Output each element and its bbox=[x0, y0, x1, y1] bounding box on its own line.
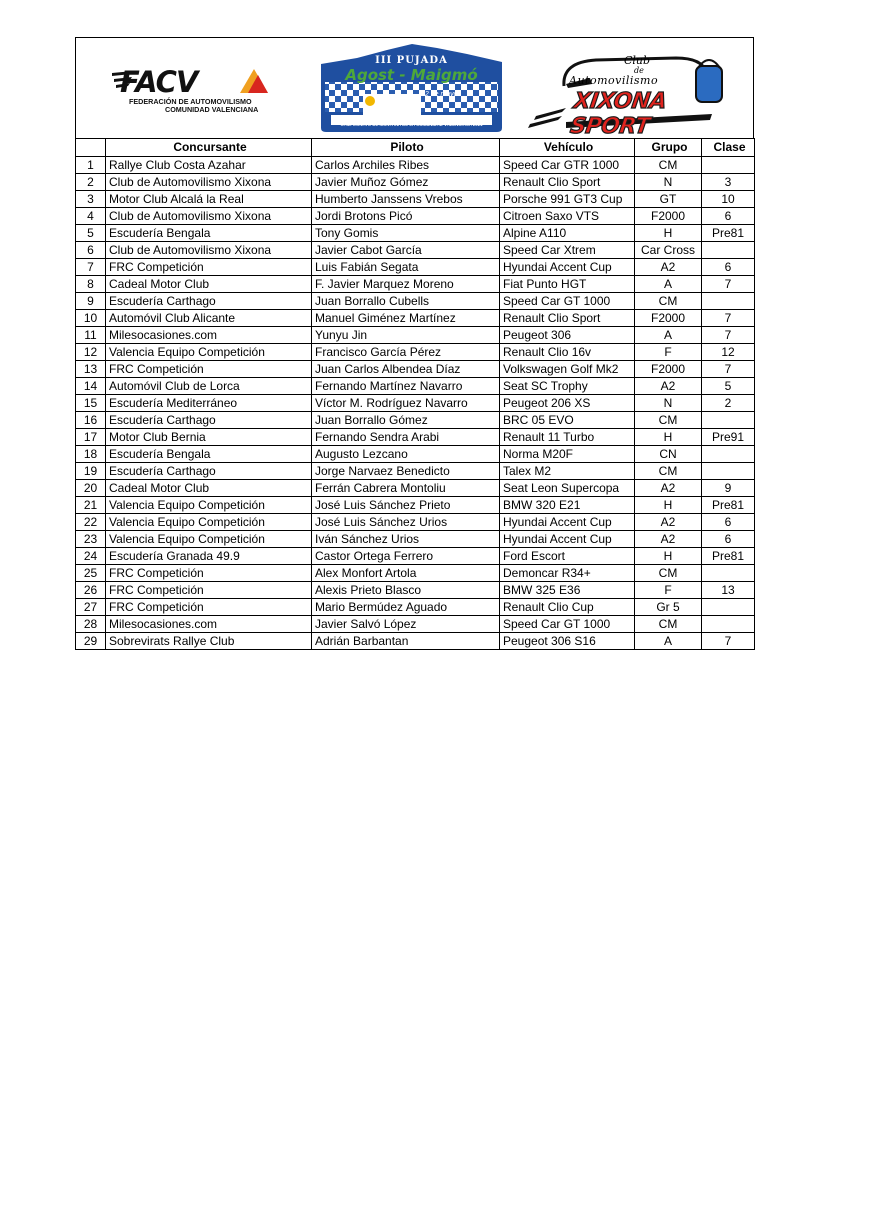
cell-vehiculo: Speed Car GT 1000 bbox=[500, 293, 635, 310]
cell-concursante: Escudería Carthago bbox=[106, 463, 312, 480]
table-row bbox=[76, 344, 755, 361]
event-name: Agost - Maigmó bbox=[345, 66, 478, 84]
cell-clase: 7 bbox=[702, 276, 755, 293]
cell-number: 29 bbox=[76, 633, 106, 650]
cell-concursante: Cadeal Motor Club bbox=[106, 276, 312, 293]
cell-number: 6 bbox=[76, 242, 106, 259]
table-row bbox=[76, 174, 755, 191]
cell-concursante: Valencia Equipo Competición bbox=[106, 344, 312, 361]
facv-subtitle-2: COMUNIDAD VALENCIANA bbox=[165, 105, 259, 114]
table-row bbox=[76, 480, 755, 497]
cell-grupo: H bbox=[635, 429, 702, 446]
table-row bbox=[76, 412, 755, 429]
cell-vehiculo: Peugeot 206 XS bbox=[500, 395, 635, 412]
entry-list-sheet bbox=[75, 37, 754, 650]
cell-number: 9 bbox=[76, 293, 106, 310]
cell-grupo: N bbox=[635, 174, 702, 191]
cell-grupo: A2 bbox=[635, 259, 702, 276]
cell-vehiculo: Hyundai Accent Cup bbox=[500, 514, 635, 531]
cell-clase: 7 bbox=[702, 361, 755, 378]
cell-piloto: José Luis Sánchez Urios bbox=[312, 514, 500, 531]
cell-grupo: A bbox=[635, 276, 702, 293]
cell-concursante: Sobrevirats Rallye Club bbox=[106, 633, 312, 650]
table-row bbox=[76, 531, 755, 548]
table-row bbox=[76, 225, 755, 242]
column-header-piloto: Piloto bbox=[312, 139, 500, 157]
cell-piloto: Juan Borrallo Cubells bbox=[312, 293, 500, 310]
table-row bbox=[76, 378, 755, 395]
cell-clase: 3 bbox=[702, 174, 755, 191]
cell-number: 14 bbox=[76, 378, 106, 395]
cell-number: 1 bbox=[76, 157, 106, 174]
cell-concursante: Escudería Carthago bbox=[106, 412, 312, 429]
cell-clase bbox=[702, 446, 755, 463]
cell-concursante: Club de Automovilismo Xixona bbox=[106, 174, 312, 191]
cell-vehiculo: Citroen Saxo VTS bbox=[500, 208, 635, 225]
cell-grupo: GT bbox=[635, 191, 702, 208]
cell-number: 2 bbox=[76, 174, 106, 191]
cell-concursante: Escudería Carthago bbox=[106, 293, 312, 310]
table-row bbox=[76, 327, 755, 344]
cell-piloto: Javier Salvó López bbox=[312, 616, 500, 633]
xixona-sport-logo bbox=[526, 48, 736, 139]
cell-vehiculo: Demoncar R34+ bbox=[500, 565, 635, 582]
cell-piloto: Castor Ortega Ferrero bbox=[312, 548, 500, 565]
cell-clase: 6 bbox=[702, 514, 755, 531]
cell-concursante: FRC Competición bbox=[106, 565, 312, 582]
cell-grupo: F2000 bbox=[635, 310, 702, 327]
table-row bbox=[76, 157, 755, 174]
cell-vehiculo: BMW 325 E36 bbox=[500, 582, 635, 599]
cell-vehiculo: Speed Car Xtrem bbox=[500, 242, 635, 259]
cell-vehiculo: Renault Clio Cup bbox=[500, 599, 635, 616]
cell-vehiculo: Porsche 991 GT3 Cup bbox=[500, 191, 635, 208]
cell-concursante: Escudería Bengala bbox=[106, 446, 312, 463]
cell-number: 10 bbox=[76, 310, 106, 327]
cell-grupo: CM bbox=[635, 565, 702, 582]
column-header-concursante: Concursante bbox=[106, 139, 312, 157]
cell-number: 18 bbox=[76, 446, 106, 463]
cell-grupo: F bbox=[635, 582, 702, 599]
cell-piloto: Javier Muñoz Gómez bbox=[312, 174, 500, 191]
cell-clase: 7 bbox=[702, 327, 755, 344]
cell-grupo: CM bbox=[635, 157, 702, 174]
cell-grupo: H bbox=[635, 497, 702, 514]
table-row bbox=[76, 446, 755, 463]
cell-clase: 7 bbox=[702, 310, 755, 327]
cell-clase: 13 bbox=[702, 582, 755, 599]
cell-clase: 2 bbox=[702, 395, 755, 412]
cell-vehiculo: Speed Car GTR 1000 bbox=[500, 157, 635, 174]
cell-piloto: Javier Cabot García bbox=[312, 242, 500, 259]
table-row bbox=[76, 310, 755, 327]
table-row bbox=[76, 514, 755, 531]
cell-number: 8 bbox=[76, 276, 106, 293]
table-row bbox=[76, 633, 755, 650]
cell-clase: Pre81 bbox=[702, 497, 755, 514]
cell-piloto: Alex Monfort Artola bbox=[312, 565, 500, 582]
cell-concursante: Milesocasiones.com bbox=[106, 616, 312, 633]
cell-vehiculo: Seat Leon Supercopa bbox=[500, 480, 635, 497]
table-row bbox=[76, 276, 755, 293]
cell-grupo: F bbox=[635, 344, 702, 361]
cell-grupo: A bbox=[635, 633, 702, 650]
cell-number: 19 bbox=[76, 463, 106, 480]
cell-clase bbox=[702, 463, 755, 480]
cell-piloto: Iván Sánchez Urios bbox=[312, 531, 500, 548]
cell-piloto: Carlos Archiles Ribes bbox=[312, 157, 500, 174]
cell-piloto: Jordi Brotons Picó bbox=[312, 208, 500, 225]
facv-subtitle-1: FEDERACIÓN DE AUTOMOVILISMO bbox=[129, 97, 252, 106]
cell-number: 24 bbox=[76, 548, 106, 565]
cell-number: 25 bbox=[76, 565, 106, 582]
cell-clase: Pre91 bbox=[702, 429, 755, 446]
table-row bbox=[76, 582, 755, 599]
cell-vehiculo: Volkswagen Golf Mk2 bbox=[500, 361, 635, 378]
cell-grupo: H bbox=[635, 225, 702, 242]
cell-clase bbox=[702, 412, 755, 429]
cell-number: 3 bbox=[76, 191, 106, 208]
cell-number: 21 bbox=[76, 497, 106, 514]
cell-clase: 5 bbox=[702, 378, 755, 395]
cell-piloto: Juan Borrallo Gómez bbox=[312, 412, 500, 429]
facv-wordmark: FACV bbox=[120, 65, 198, 99]
cell-number: 7 bbox=[76, 259, 106, 276]
cell-piloto: Manuel Giménez Martínez bbox=[312, 310, 500, 327]
cell-concursante: Valencia Equipo Competición bbox=[106, 514, 312, 531]
cell-concursante: Club de Automovilismo Xixona bbox=[106, 208, 312, 225]
table-row bbox=[76, 497, 755, 514]
cell-grupo: H bbox=[635, 548, 702, 565]
event-championship: CAMPEONATO DE MONTAÑA DE LA COMUNIDAD VALENCIANA 2021 bbox=[340, 122, 483, 127]
cell-concursante: Automóvil Club Alicante bbox=[106, 310, 312, 327]
cell-grupo: F2000 bbox=[635, 361, 702, 378]
cell-clase bbox=[702, 293, 755, 310]
cell-clase: 12 bbox=[702, 344, 755, 361]
cell-grupo: A2 bbox=[635, 378, 702, 395]
cell-concursante: Cadeal Motor Club bbox=[106, 480, 312, 497]
column-header-vehiculo: Vehículo bbox=[500, 139, 635, 157]
cell-number: 12 bbox=[76, 344, 106, 361]
cell-clase: 6 bbox=[702, 208, 755, 225]
entry-list-table bbox=[75, 138, 755, 650]
cell-vehiculo: Renault Clio 16v bbox=[500, 344, 635, 361]
table-header-row bbox=[76, 139, 755, 157]
cell-number: 16 bbox=[76, 412, 106, 429]
cell-piloto: Víctor M. Rodríguez Navarro bbox=[312, 395, 500, 412]
cell-number: 27 bbox=[76, 599, 106, 616]
table-row bbox=[76, 599, 755, 616]
cell-concursante: Valencia Equipo Competición bbox=[106, 497, 312, 514]
cell-vehiculo: Speed Car GT 1000 bbox=[500, 616, 635, 633]
cell-piloto: Fernando Sendra Arabi bbox=[312, 429, 500, 446]
cell-grupo: CM bbox=[635, 412, 702, 429]
cell-clase: Pre81 bbox=[702, 548, 755, 565]
cell-grupo: CM bbox=[635, 463, 702, 480]
column-header-grupo: Grupo bbox=[635, 139, 702, 157]
cell-piloto: Yunyu Jin bbox=[312, 327, 500, 344]
cell-concursante: FRC Competición bbox=[106, 259, 312, 276]
cell-piloto: Francisco García Pérez bbox=[312, 344, 500, 361]
cell-piloto: José Luis Sánchez Prieto bbox=[312, 497, 500, 514]
table-row bbox=[76, 548, 755, 565]
cell-vehiculo: Hyundai Accent Cup bbox=[500, 259, 635, 276]
cell-concursante: FRC Competición bbox=[106, 361, 312, 378]
cell-clase bbox=[702, 616, 755, 633]
cell-grupo: CM bbox=[635, 616, 702, 633]
cell-number: 11 bbox=[76, 327, 106, 344]
cell-concursante: Valencia Equipo Competición bbox=[106, 531, 312, 548]
cell-vehiculo: Renault Clio Sport bbox=[500, 310, 635, 327]
club-word-de: de bbox=[634, 66, 644, 75]
cell-vehiculo: Hyundai Accent Cup bbox=[500, 531, 635, 548]
cell-clase bbox=[702, 157, 755, 174]
table-row bbox=[76, 293, 755, 310]
cell-number: 26 bbox=[76, 582, 106, 599]
cell-piloto: Fernando Martínez Navarro bbox=[312, 378, 500, 395]
cell-number: 13 bbox=[76, 361, 106, 378]
cell-grupo: CM bbox=[635, 293, 702, 310]
cell-concursante: Motor Club Bernia bbox=[106, 429, 312, 446]
table-row bbox=[76, 242, 755, 259]
cell-concursante: Rallye Club Costa Azahar bbox=[106, 157, 312, 174]
cell-concursante: Escudería Mediterráneo bbox=[106, 395, 312, 412]
cell-vehiculo: Peugeot 306 S16 bbox=[500, 633, 635, 650]
cell-concursante: Escudería Granada 49.9 bbox=[106, 548, 312, 565]
cell-grupo: N bbox=[635, 395, 702, 412]
cell-number: 5 bbox=[76, 225, 106, 242]
cell-vehiculo: Seat SC Trophy bbox=[500, 378, 635, 395]
club-wordmark: XIXONA SPORT bbox=[568, 89, 668, 139]
cell-concursante: Escudería Bengala bbox=[106, 225, 312, 242]
cell-vehiculo: Renault Clio Sport bbox=[500, 174, 635, 191]
cell-piloto: Adrián Barbantan bbox=[312, 633, 500, 650]
event-edition: III PUJADA bbox=[375, 55, 448, 66]
cell-clase: Pre81 bbox=[702, 225, 755, 242]
table-row bbox=[76, 361, 755, 378]
cell-piloto: Ferrán Cabrera Montoliu bbox=[312, 480, 500, 497]
cell-grupo: A2 bbox=[635, 531, 702, 548]
table-row bbox=[76, 191, 755, 208]
cell-piloto: Jorge Narvaez Benedicto bbox=[312, 463, 500, 480]
cell-concursante: FRC Competición bbox=[106, 599, 312, 616]
cell-piloto: Tony Gomis bbox=[312, 225, 500, 242]
cell-concursante: FRC Competición bbox=[106, 582, 312, 599]
cell-number: 17 bbox=[76, 429, 106, 446]
cell-grupo: Car Cross bbox=[635, 242, 702, 259]
cell-concursante: Club de Automovilismo Xixona bbox=[106, 242, 312, 259]
table-row bbox=[76, 208, 755, 225]
column-header-number bbox=[76, 139, 106, 157]
table-row bbox=[76, 395, 755, 412]
table-row bbox=[76, 429, 755, 446]
header-banner bbox=[75, 37, 754, 138]
club-word-club: Club bbox=[624, 54, 651, 67]
cell-vehiculo: Renault 11 Turbo bbox=[500, 429, 635, 446]
cell-clase: 9 bbox=[702, 480, 755, 497]
cell-vehiculo: Talex M2 bbox=[500, 463, 635, 480]
cell-grupo: F2000 bbox=[635, 208, 702, 225]
cell-number: 15 bbox=[76, 395, 106, 412]
cell-grupo: A2 bbox=[635, 514, 702, 531]
cell-grupo: A bbox=[635, 327, 702, 344]
cell-grupo: Gr 5 bbox=[635, 599, 702, 616]
cell-piloto: Alexis Prieto Blasco bbox=[312, 582, 500, 599]
cell-clase bbox=[702, 242, 755, 259]
cell-clase: 7 bbox=[702, 633, 755, 650]
cell-vehiculo: Norma M20F bbox=[500, 446, 635, 463]
club-word-automovilismo: Automovilismo bbox=[569, 74, 659, 87]
cell-grupo: CN bbox=[635, 446, 702, 463]
event-date: 22 de mayo bbox=[421, 91, 458, 98]
table-row bbox=[76, 616, 755, 633]
column-header-clase: Clase bbox=[702, 139, 755, 157]
cell-vehiculo: Peugeot 306 bbox=[500, 327, 635, 344]
cell-piloto: Humberto Janssens Vrebos bbox=[312, 191, 500, 208]
cell-piloto: Augusto Lezcano bbox=[312, 446, 500, 463]
cell-piloto: F. Javier Marquez Moreno bbox=[312, 276, 500, 293]
cell-piloto: Juan Carlos Albendea Díaz bbox=[312, 361, 500, 378]
cell-vehiculo: Fiat Punto HGT bbox=[500, 276, 635, 293]
cell-number: 23 bbox=[76, 531, 106, 548]
cell-concursante: Motor Club Alcalá la Real bbox=[106, 191, 312, 208]
table-row bbox=[76, 565, 755, 582]
cell-concursante: Automóvil Club de Lorca bbox=[106, 378, 312, 395]
cell-clase: 6 bbox=[702, 259, 755, 276]
cell-clase bbox=[702, 599, 755, 616]
cell-grupo: A2 bbox=[635, 480, 702, 497]
cell-number: 20 bbox=[76, 480, 106, 497]
cell-vehiculo: Alpine A110 bbox=[500, 225, 635, 242]
cell-clase: 10 bbox=[702, 191, 755, 208]
table-row bbox=[76, 259, 755, 276]
facv-logo bbox=[112, 67, 272, 115]
cell-number: 22 bbox=[76, 514, 106, 531]
table-row bbox=[76, 463, 755, 480]
cell-vehiculo: Ford Escort bbox=[500, 548, 635, 565]
cell-piloto: Mario Bermúdez Aguado bbox=[312, 599, 500, 616]
cell-clase: 6 bbox=[702, 531, 755, 548]
cell-concursante: Milesocasiones.com bbox=[106, 327, 312, 344]
cell-number: 28 bbox=[76, 616, 106, 633]
event-badge bbox=[317, 42, 506, 133]
cell-vehiculo: BMW 320 E21 bbox=[500, 497, 635, 514]
cell-piloto: Luis Fabián Segata bbox=[312, 259, 500, 276]
cell-clase bbox=[702, 565, 755, 582]
cell-vehiculo: BRC 05 EVO bbox=[500, 412, 635, 429]
cell-number: 4 bbox=[76, 208, 106, 225]
